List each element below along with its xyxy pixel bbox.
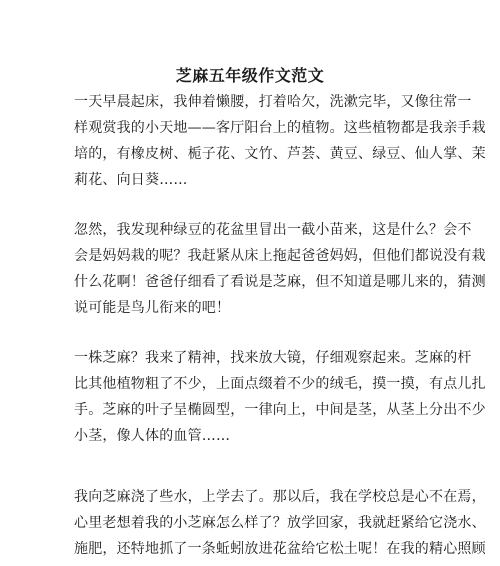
text-line: 莉花、向日葵…… [74, 172, 188, 188]
text-line: 一天早晨起床，我伸着懒腰，打着哈欠，洗漱完毕，又像往常一 [74, 94, 472, 110]
document-title: 芝麻五年级作文范文 [175, 66, 325, 85]
paragraph-3 [74, 345, 486, 449]
text-line: 手。芝麻的叶子呈椭圆型，一律向上，中间是茎，从茎上分出不少 [74, 402, 486, 418]
text-line: 心里老想着我的小芝麻怎么样了？放学回家，我就赶紧给它浇水、 [74, 515, 486, 531]
text-line: 小茎，像人体的血管…… [74, 428, 231, 444]
text-line: 说可能是鸟儿衔来的吧！ [74, 300, 231, 316]
text-line: 比其他植物粗了不少，上面点缀着不少的绒毛，摸一摸，有点儿扎 [74, 376, 486, 392]
text-line: 一株芝麻？我来了精神，找来放大镜，仔细观察起来。芝麻的杆 [74, 350, 472, 366]
text-line: 什么花啊！爸爸仔细看了看说是芝麻，但不知道是哪儿来的，猜测 [74, 274, 486, 290]
paragraph-2 [74, 217, 486, 321]
text-line: 我向芝麻浇了些水，上学去了。那以后，我在学校总是心不在焉， [74, 489, 486, 505]
text-line: 培的，有橡皮树、栀子花、文竹、芦荟、黄豆、绿豆、仙人掌、茉 [74, 146, 486, 162]
text-line: 施肥，还特地抓了一条蚯蚓放进花盆给它松土呢！在我的精心照顾 [74, 541, 486, 557]
text-line: 忽然，我发现种绿豆的花盆里冒出一截小苗来，这是什么？会不 [74, 222, 472, 238]
text-line: 样观赏我的小天地——客厅阳台上的植物。这些植物都是我亲手栽 [74, 120, 486, 136]
paragraph-4 [74, 484, 486, 562]
paragraph-1 [74, 89, 486, 193]
text-line: 会是妈妈栽的呢？我赶紧从床上拖起爸爸妈妈，但他们都说没有栽 [74, 248, 486, 264]
